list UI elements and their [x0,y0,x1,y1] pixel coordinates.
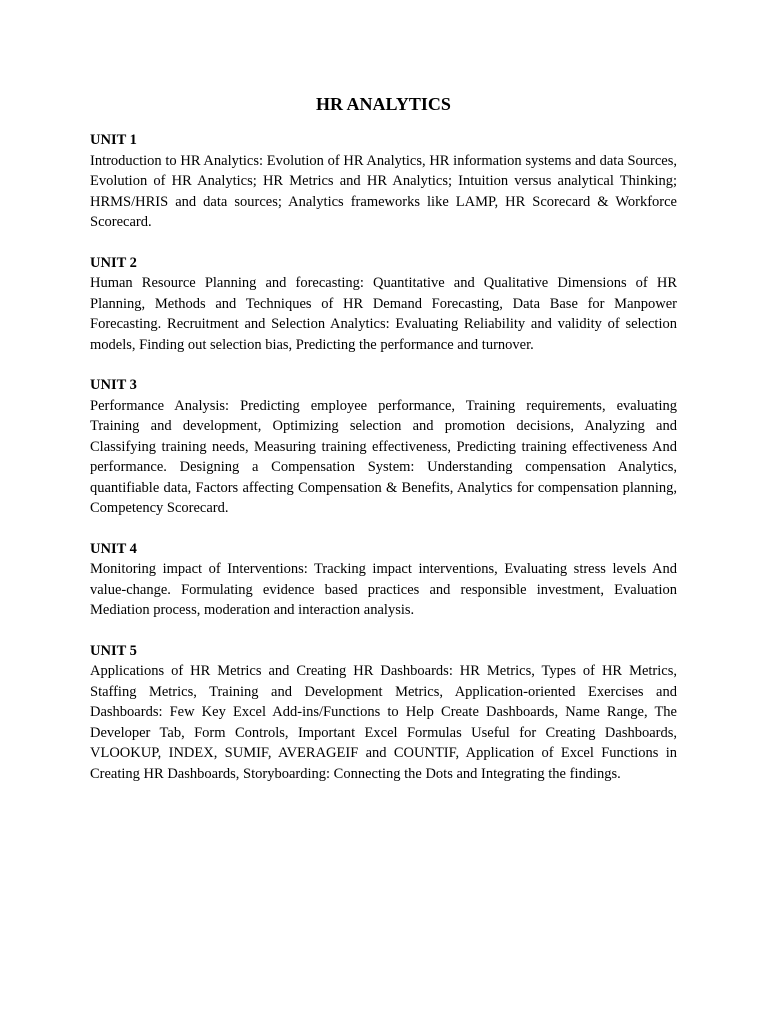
unit-3-body: Performance Analysis: Predicting employee performance, Training requirements, evaluating Training and development, Optimizing selection and promotion decisions, Analyzing and Classifying training needs, Measuring training effectiveness, Predicting training effectiveness And performance. Designing a Compensation System: Understanding compensation Analytics, quantifiable data, Factors affecting Compensation & Benefits, Analytics for compensation planning, Competency Scorecard. [90,397,677,516]
unit-1-heading: UNIT 1 [90,132,137,148]
unit-2-heading: UNIT 2 [90,254,137,271]
unit-4-section [90,539,677,621]
unit-4-heading: UNIT 4 [90,540,137,557]
document-title: HR ANALYTICS [316,94,451,114]
unit-1-section [90,130,677,233]
document-page [90,92,677,804]
unit-3-heading: UNIT 3 [90,377,137,393]
unit-2-body: Human Resource Planning and forecasting: Quantitative and Qualitative Dimensions of HR Planning, Methods and Techniques of HR Demand Forecasting, Data Base for Manpower Forecasting. Recruitment and Selection Analytics: Evaluating Reliability and validity of selection models, Finding out selection bias, Predicting the performance and turnover. [90,275,677,353]
unit-3-section [90,375,677,519]
unit-5-heading: UNIT 5 [90,642,137,659]
unit-5-body: Applications of HR Metrics and Creating HR Dashboards: HR Metrics, Types of HR Metrics, Staffing Metrics, Training and Development Metrics, Application-oriented Exercises and Dashboards: Few Key Excel Add-ins/Functions to Help Create Dashboards, Name Range, The Developer Tab, Form Controls, Important Excel Formulas Useful for Creating Dashboards, VLOOKUP, INDEX, SUMIF, AVERAGEIF and COUNTIF, Application of Excel Functions in Creating HR Dashboards, Storyboarding: Connecting the Dots and Integrating the findings. [90,663,677,782]
unit-1-body: Introduction to HR Analytics: Evolution of HR Analytics, HR information systems and data Sources, Evolution of HR Analytics; HR Metrics and HR Analytics; Intuition versus analytical Thinking; HRMS/HRIS and data sources; Analytics frameworks like LAMP, HR Scorecard & Workforce Scorecard. [90,152,677,230]
unit-4-body: Monitoring impact of Interventions: Tracking impact interventions, Evaluating stress levels And value-change. Formulating evidence based practices and responsible investment, Evaluation Mediation process, moderation and interaction analysis. [90,561,677,618]
unit-2-section [90,253,677,356]
unit-5-section [90,641,677,785]
